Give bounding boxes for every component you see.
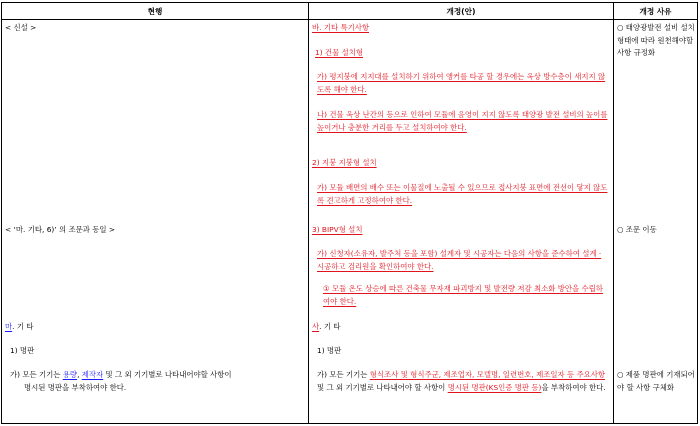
revised-section-prefix: 사 — [312, 322, 320, 331]
revised-heading: 바. 기타 특기사항 — [312, 23, 370, 32]
reason-3: ○ 제품 명판에 기재되어야 할 사항 구체화 — [617, 370, 695, 392]
current-section-prefix: 마 — [5, 322, 13, 331]
header-revised: 개정(안) — [309, 3, 614, 20]
revised-item-ga-red3: 명시 — [447, 382, 462, 392]
revised-sub1-ga: 가) 평지붕에 지지대를 설치하기 위하여 앵커를 타공 할 경우에는 옥상 방수층이 새지지 않도록 해야 한다. — [317, 72, 606, 94]
revised-sub2-ga: 가) 모듈 배면의 배수 또는 이물질에 노출될 수 있으므로 접사지붕 표면에 전선이 닿지 않도록 견고하게 고정하여야 한다. — [317, 183, 608, 205]
revised-sub3-item1: ① 모듈 온도 상승에 따른 건축물 무자재 파괴방지 및 발전량 저감 최소화 방안을 수립하여야 한다. — [323, 284, 603, 306]
reason-1: ○ 태양광발전 설비 설치 형태에 따라 원천해야할 사항 규정화 — [617, 23, 695, 57]
current-item-nameplate: 1) 명판 — [10, 346, 35, 355]
revision-comparison-table — [1, 2, 698, 424]
revised-section-heading — [312, 321, 340, 334]
revised-item-ga-start: 가) 모든 기기는 — [317, 370, 370, 379]
current-item-ga-start: 가) 모든 기기는 — [10, 370, 63, 379]
revised-item-nameplate: 1) 명판 — [317, 346, 342, 355]
revised-sub1-na: 나) 건물 옥상 난간의 등으로 인하여 모듈에 음영이 지지 않도록 태양광 발전 설비의 높이를 높이거나 충분한 거리를 두고 설치하여야 한다. — [317, 110, 608, 132]
revised-column — [309, 20, 613, 423]
header-current: 현행 — [2, 3, 309, 20]
reason-column — [614, 20, 697, 423]
revised-item-ga-red2: 조일자 등 주요사항 — [543, 370, 606, 379]
current-item-ga-maker: 제작자 — [81, 370, 104, 379]
revised-section-title: . 기 타 — [319, 322, 341, 331]
new-clause-marker: < 신설 > — [5, 23, 37, 32]
current-item-ga-line1 — [10, 369, 232, 382]
revised-sub1: 1) 건물 설치형 — [315, 48, 363, 57]
current-item-ga-comma: , — [77, 370, 82, 379]
revised-sub3-ga: 가) 신청자(소유자, 발주처 등을 포함) 설계자 및 시공자는 다음의 사항을 준수하여 설계 · 시공하고 검리원을 확인하여야 한다. — [317, 249, 602, 271]
revised-item-ga-mid: 및 그 외 기기별로 나타내어야 할 사항이 — [317, 382, 448, 392]
current-section-heading — [5, 321, 33, 334]
current-item-ga-rest: 및 그 외 기기별로 나타내어야할 사항이 — [103, 370, 232, 379]
current-item-ga-capacity: 용량 — [62, 370, 78, 379]
revised-sub2: 2) 지붕 지붕형 설치 — [312, 158, 377, 167]
reason-2: ○ 조문 이동 — [617, 225, 657, 234]
header-reason: 개정 사유 — [614, 3, 698, 20]
revised-item-ga-end: 을 부착하여야 한다. — [541, 382, 606, 392]
revised-item-ga-red1: 형식조사 및 형식주군, 제조업자, 모델명, 일련번호, 제 — [369, 370, 544, 379]
revised-item-ga-red4: 된 명판(KS인증 명판 등) — [461, 382, 542, 392]
revised-sub3: 3) BIPV형 설치 — [312, 225, 363, 234]
current-section-title: . 기 타 — [12, 322, 34, 331]
same-as-marker: < ‘마. 기타, 6)’ 의 조문과 동일 > — [5, 225, 116, 234]
current-column — [2, 20, 308, 423]
revised-item-ga — [317, 369, 611, 394]
current-item-ga-line2: 명시된 명판을 부착하여야 한다. — [24, 383, 127, 392]
